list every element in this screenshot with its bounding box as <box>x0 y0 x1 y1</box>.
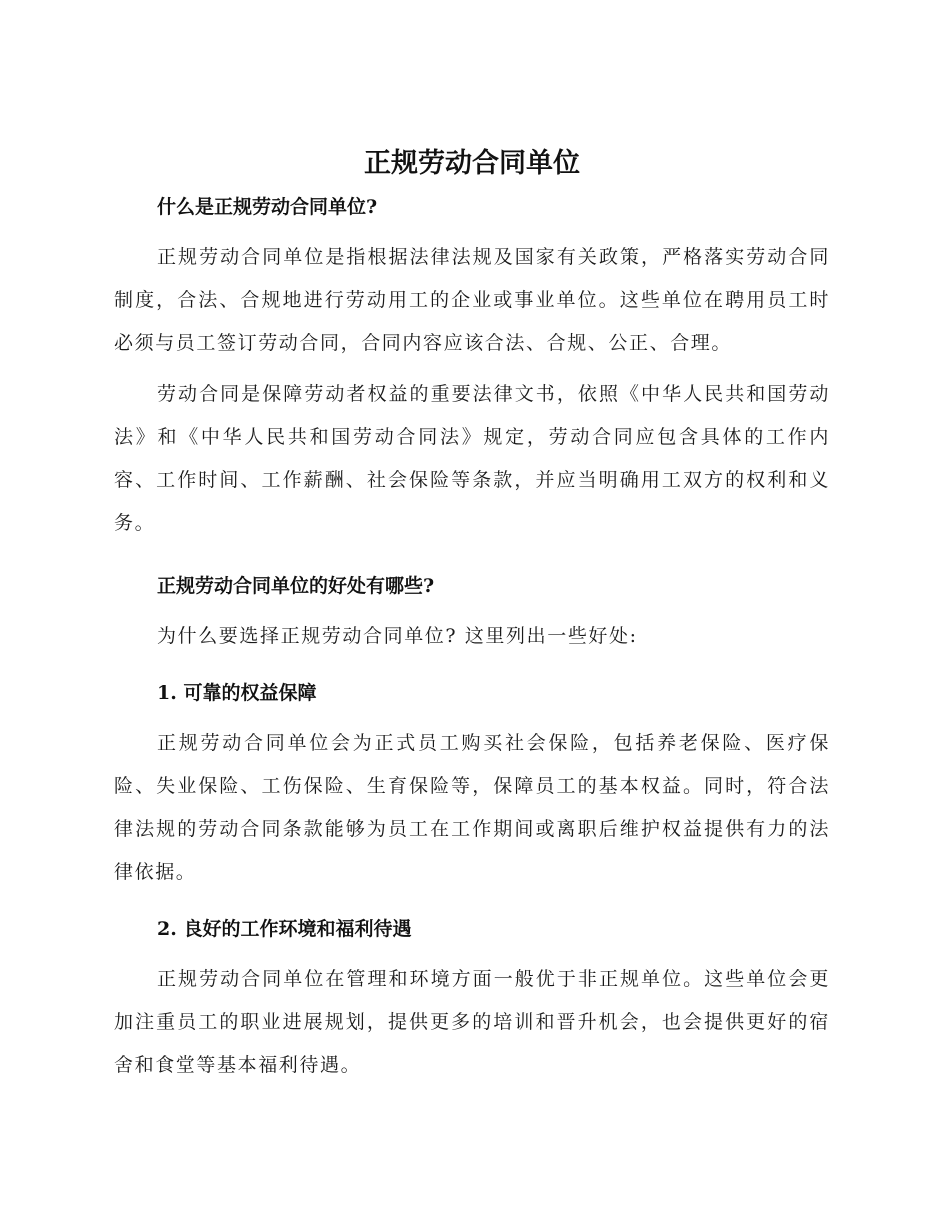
section-heading-rights-protection: 1. 可靠的权益保障 <box>157 682 317 704</box>
section-heading-work-environment: 2. 良好的工作环境和福利待遇 <box>157 918 412 940</box>
section-heading-what-is: 什么是正规劳动合同单位? <box>157 196 378 218</box>
paragraph-benefits-intro: 为什么要选择正规劳动合同单位? 这里列出一些好处: <box>157 625 638 647</box>
document-title: 正规劳动合同单位 <box>364 148 580 179</box>
paragraph-definition: 正规劳动合同单位是指根据法律法规及国家有关政策，严格落实劳动合同制度，合法、合规地进行劳动用工的企业或事业单位。这些单位在聘用员工时必须与员工签订劳动合同，合同内容应该合法、合规、公正、合理。 <box>114 246 830 354</box>
paragraph-work-environment: 正规劳动合同单位在管理和环境方面一般优于非正规单位。这些单位会更加注重员工的职业进展规划，提供更多的培训和晋升机会，也会提供更好的宿舍和食堂等基本福利待遇。 <box>114 968 830 1076</box>
paragraph-contract-law: 劳动合同是保障劳动者权益的重要法律文书，依照《中华人民共和国劳动法》和《中华人民共和国劳动合同法》规定，劳动合同应包含具体的工作内容、工作时间、工作薪酬、社会保险等条款，并应当明确用工双方的权利和义务。 <box>114 383 830 534</box>
document-body <box>114 142 830 1087</box>
section-heading-benefits: 正规劳动合同单位的好处有哪些? <box>157 575 435 597</box>
paragraph-rights-protection: 正规劳动合同单位会为正式员工购买社会保险，包括养老保险、医疗保险、失业保险、工伤保险、生育保险等，保障员工的基本权益。同时，符合法律法规的劳动合同条款能够为员工在工作期间或离职后维护权益提供有力的法律依据。 <box>114 732 830 883</box>
